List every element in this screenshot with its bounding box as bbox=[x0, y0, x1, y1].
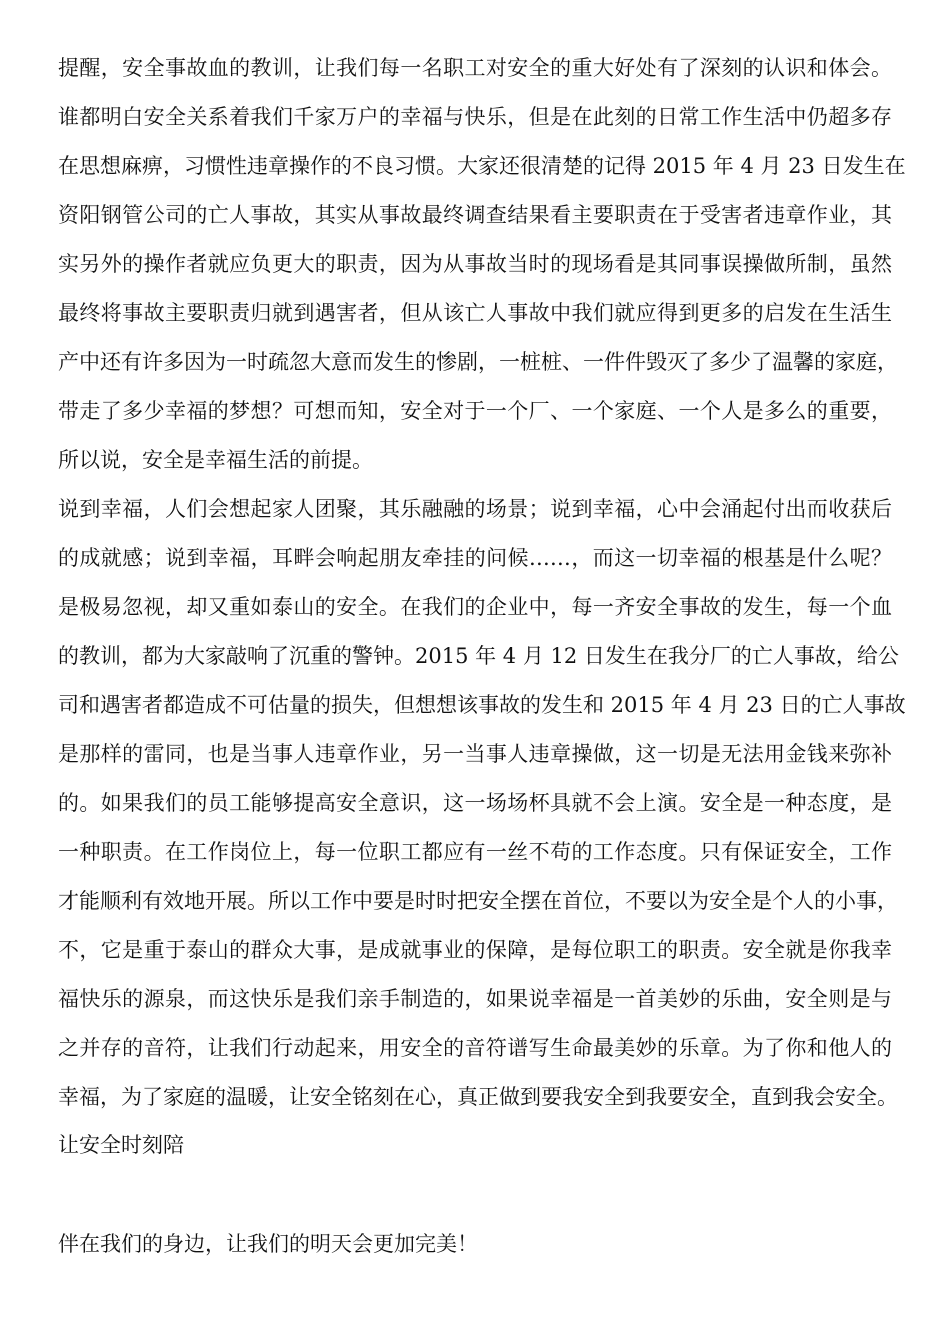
text-line: 最终将事故主要职责归就到遇害者，但从该亡人事故中我们就应得到更多的启发在生活生 bbox=[58, 301, 892, 325]
text-line: 资阳钢管公司的亡人事故，其实从事故最终调查结果看主要职责在于受害者违章作业，其 bbox=[58, 203, 892, 227]
text-line: 所以说，安全是幸福生活的前提。 bbox=[58, 448, 373, 472]
text-line: 说到幸福，人们会想起家人团聚，其乐融融的场景；说到幸福，心中会涌起付出而收获后 bbox=[58, 497, 892, 521]
text-line: 是极易忽视，却又重如泰山的安全。在我们的企业中，每一齐安全事故的发生，每一个血 bbox=[58, 595, 892, 619]
text-line: 伴在我们的身边，让我们的明天会更加完美！ bbox=[58, 1232, 478, 1256]
text-line: 的。如果我们的员工能够提高安全意识，这一场场杯具就不会上演。安全是一种态度，是 bbox=[58, 791, 892, 815]
text-line: 福快乐的源泉，而这快乐是我们亲手制造的，如果说幸福是一首美妙的乐曲，安全则是与 bbox=[58, 987, 892, 1011]
text-line: 才能顺利有效地开展。所以工作中要是时时把安全摆在首位，不要以为安全是个人的小事， bbox=[58, 889, 898, 913]
text-line: 的成就感；说到幸福，耳畔会响起朋友牵挂的问候……，而这一切幸福的根基是什么呢？ bbox=[58, 546, 892, 570]
text-line: 产中还有许多因为一时疏忽大意而发生的惨剧，一桩桩、一件件毁灭了多少了温馨的家庭， bbox=[58, 350, 898, 374]
text-line: 提醒，安全事故血的教训，让我们每一名职工对安全的重大好处有了深刻的认识和体会。 bbox=[58, 56, 892, 80]
text-line: 让安全时刻陪 bbox=[58, 1133, 184, 1157]
text-line: 谁都明白安全关系着我们千家万户的幸福与快乐，但是在此刻的日常工作生活中仍超多存 bbox=[58, 105, 892, 129]
text-line: 幸福，为了家庭的温暖，让安全铭刻在心，真正做到要我安全到我要安全，直到我会安全。 bbox=[58, 1085, 898, 1109]
text-line: 一种职责。在工作岗位上，每一位职工都应有一丝不苟的工作态度。只有保证安全，工作 bbox=[58, 840, 892, 864]
text-line: 带走了多少幸福的梦想？可想而知，安全对于一个厂、一个家庭、一个人是多么的重要， bbox=[58, 399, 892, 423]
text-line: 是那样的雷同，也是当事人违章作业，另一当事人违章操做，这一切是无法用金钱来弥补 bbox=[58, 742, 892, 766]
text-line: 之并存的音符，让我们行动起来，用安全的音符谱写生命最美妙的乐章。为了你和他人的 bbox=[58, 1036, 892, 1060]
text-line: 司和遇害者都造成不可估量的损失，但想想该事故的发生和 2015 年 4 月 23 日的亡人事故 bbox=[58, 693, 906, 717]
text-line: 的教训，都为大家敲响了沉重的警钟。2015 年 4 月 12 日发生在我分厂的亡人事故，给公 bbox=[58, 644, 899, 668]
text-line: 在思想麻痹，习惯性违章操作的不良习惯。大家还很清楚的记得 2015 年 4 月 23 日发生在 bbox=[58, 154, 906, 178]
text-line: 实另外的操作者就应负更大的职责，因为从事故当时的现场看是其同事误操做所制，虽然 bbox=[58, 252, 892, 276]
text-line: 不，它是重于泰山的群众大事，是成就事业的保障，是每位职工的职责。安全就是你我幸 bbox=[58, 938, 892, 962]
